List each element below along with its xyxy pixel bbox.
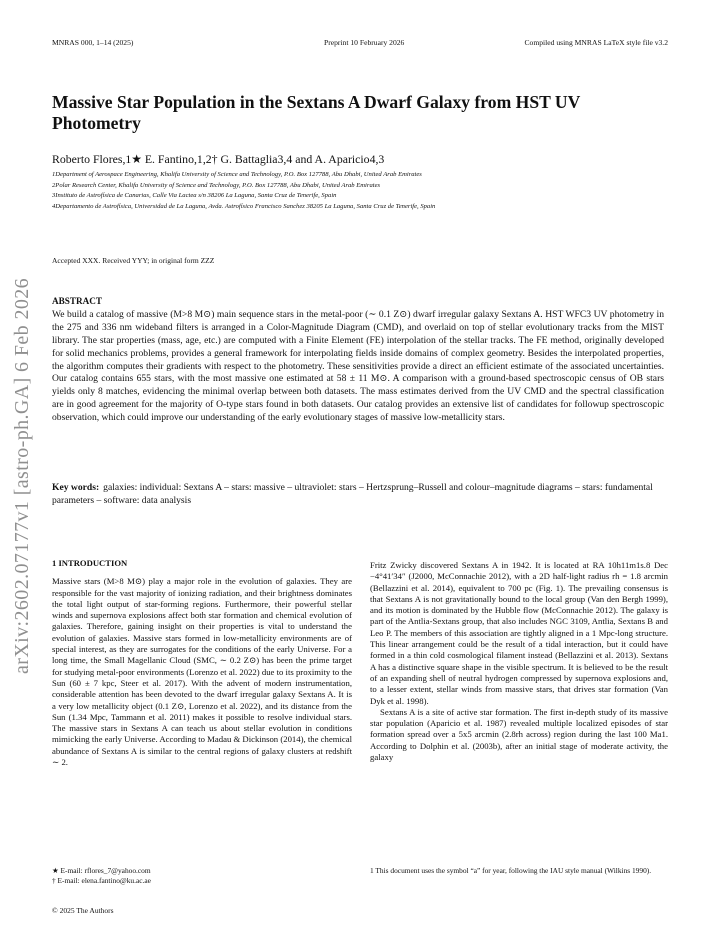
abstract bbox=[52, 295, 664, 425]
compile-note: Compiled using MNRAS LaTeX style file v3.2 bbox=[524, 38, 668, 47]
keywords bbox=[52, 482, 664, 508]
right-column bbox=[370, 560, 668, 763]
journal-reference: MNRAS 000, 1–14 (2025) bbox=[52, 38, 134, 47]
preprint-date: Preprint 10 February 2026 bbox=[324, 38, 405, 47]
section-heading-introduction: 1 INTRODUCTION bbox=[52, 558, 128, 568]
author-list: Roberto Flores,1★ E. Fantino,1,2† G. Battaglia3,4 and A. Aparicio4,3 bbox=[52, 152, 385, 166]
copyright-notice: © 2025 The Authors bbox=[52, 906, 114, 915]
footnote-email-1: ★ E-mail: rflores_7@yahoo.com bbox=[52, 866, 151, 875]
intro-paragraph-3: Sextans A is a site of active star formation. The first in-depth study of its massive star population (Aparicio et al. 1987) revealed multiple localized episodes of star formation spread over a 5x5 arcmin (2.8rh across) region during the last 100 Ma1. According to Dolphin et al. (2003b), after an initial stage of moderate activity, the galaxy bbox=[370, 706, 668, 763]
footnotes-right bbox=[370, 866, 668, 876]
affiliation-2: 2Polar Research Center, Khalifa University of Science and Technology, P.O. Box 127788, Abu Dhabi, United Arab Emirates bbox=[52, 181, 381, 189]
intro-paragraph-2: Fritz Zwicky discovered Sextans A in 1942. It is located at RA 10h11m1s.8 Dec −4°41′34″ (J2000, McConnachie 2012), with a 2D half-light radius rh = 1.8 arcmin (Bellazzini et al. 2014), equivalent to 700 pc (Fig. 1). The prevailing consensus is that Sextans A is not gravitationally bound to the local group (Van den Bergh 1999), and its motion is dominated by the Hubble flow (McConnachie 2012). The galaxy is part of the Antlia-Sextans group, that also includes NGC 3109, Antlia, Sextans B and Leo P. The members of this association are tightly aligned in a 1 Mpc-long structure. This linear arrangement could be the result of a tidal interaction, but it could have formed in a thin cold cosmological filament instead (Bellazzini et al. 2013). Sextans A has a distinctive square shape in the visible spectrum. It is believed to be the result of an expanding shell of neutral hydrogen compressed by supernova explosions and, to a lesser extent, stellar winds from massive stars, that drives star formation (Van Dyk et al. 1998). bbox=[370, 560, 668, 706]
abstract-text: We build a catalog of massive (M>8 M⊙) main sequence stars in the metal-poor (∼ 0.1 Z⊙) dwarf irregular galaxy Sextans A. HST WFC3 UV photometry in the 275 and 336 nm wideband filters is arranged in a Color-Magnitude Diagram (CMD), and overlaid on top of stellar evolutionary tracks from the MIST library. The star properties (mass, age, etc.) are computed with a Finite Element (FE) interpolation of the stellar tracks. The FE method, originally developed for solid mechanics problems, provides a general framework for interpolating fields inside domains of complex geometry. Besides the interpolated properties, the algorithm computes their gradients with respect to the photometry. These sensitivities provide a direct an efficient estimate of the associated uncertainties. Our catalog contains 655 stars, with the most massive one estimated at 58 ± 11 M⊙. A comparison with a ground-based spectroscopic census of OB stars yields only 8 matches, evidencing the minimal overlap between both datasets. The mass estimates derived from the UV CMD and the spectral classification are in good agreement for the majority of O-type stars found in both datasets. Our catalog provides an extensive list of candidates for followup spectroscopic observation, which could improve our understanding of the early evolutionary stages of massive low-metallicity stars. bbox=[52, 308, 664, 424]
affiliations bbox=[52, 170, 435, 212]
left-column bbox=[52, 558, 352, 768]
affiliation-4: 4Departamento de Astrofísica, Universidad de La Laguna, Avda. Astrofísico Francisco Sanchez 38205 La Laguna, Santa Cruz de Tenerife, Spain bbox=[52, 202, 436, 210]
abstract-heading: ABSTRACT bbox=[52, 296, 103, 306]
intro-paragraph-1: Massive stars (M>8 M⊙) play a major role in the evolution of galaxies. They are responsible for the vast majority of ionizing radiation, and their brightness dominates the total light output of star-forming regions. Furthermore, their powerful stellar winds and supernova explosions affect both star formation and chemical evolution of galaxies. Therefore, gaining insight on their properties is vital to understand the evolution of galaxies. Massive stars formed in low-metallicity environments are of special interest, as they are surrogates for the conditions of the early Universe. For a long time, the Small Magellanic Cloud (SMC, ∼ 0.2 Z⊙) has been the prime target for studying metal-poor environments (Lorenzo et al. 2022) due to its proximity to the Sun (60 ± 7 kpc, Steer et al. 2017). With the advent of modern instrumentation, considerable attention has been devoted to the dwarf irregular galaxy Sextans A. It is a very low metallicity object (0.1 Z⊙, Lorenzo et al. 2022), and its distance from the Sun (1.34 Mpc, Tammann et al. 2011) makes it possible to resolve individual stars. The massive stars in Sextans A can teach us about stellar evolution in conditions mimicking the early Universe. According to Madau & Dickinson (2014), the chemical abundance of Sextans A is similar to the central regions of galaxy clusters at redshift ∼ 2. bbox=[52, 576, 352, 768]
footnote-1: 1 This document uses the symbol “a” for year, following the IAU style manual (Wilkins 1990). bbox=[370, 866, 652, 875]
arxiv-stamp: arXiv:2602.07177v1 [astro-ph.GA] 6 Feb 2026 bbox=[11, 277, 33, 674]
keywords-text: galaxies: individual: Sextans A – stars: massive – ultraviolet: stars – Hertzsprung–Russell and colour–magnitude diagrams – stars: fundamental parameters – software: data analysis bbox=[52, 482, 653, 506]
footnote-email-2: † E-mail: elena.fantino@ku.ac.ae bbox=[52, 876, 151, 886]
paper-title: Massive Star Population in the Sextans A Dwarf Galaxy from HST UV Photometry bbox=[52, 92, 581, 133]
keywords-label: Key words: bbox=[52, 482, 100, 493]
affiliation-3: 3Instituto de Astrofísica de Canarias, Calle Via Lactea s/n 38206 La Laguna, Santa Cruz de Tenerife, Spain bbox=[52, 192, 337, 200]
acceptance-note: Accepted XXX. Received YYY; in original form ZZZ bbox=[52, 256, 215, 265]
affiliation-1: 1Department of Aerospace Engineering, Khalifa University of Science and Technology, P.O. Box 127788, Abu Dhabi, United Arab Emirates bbox=[52, 171, 422, 178]
footnotes-left bbox=[52, 866, 352, 886]
